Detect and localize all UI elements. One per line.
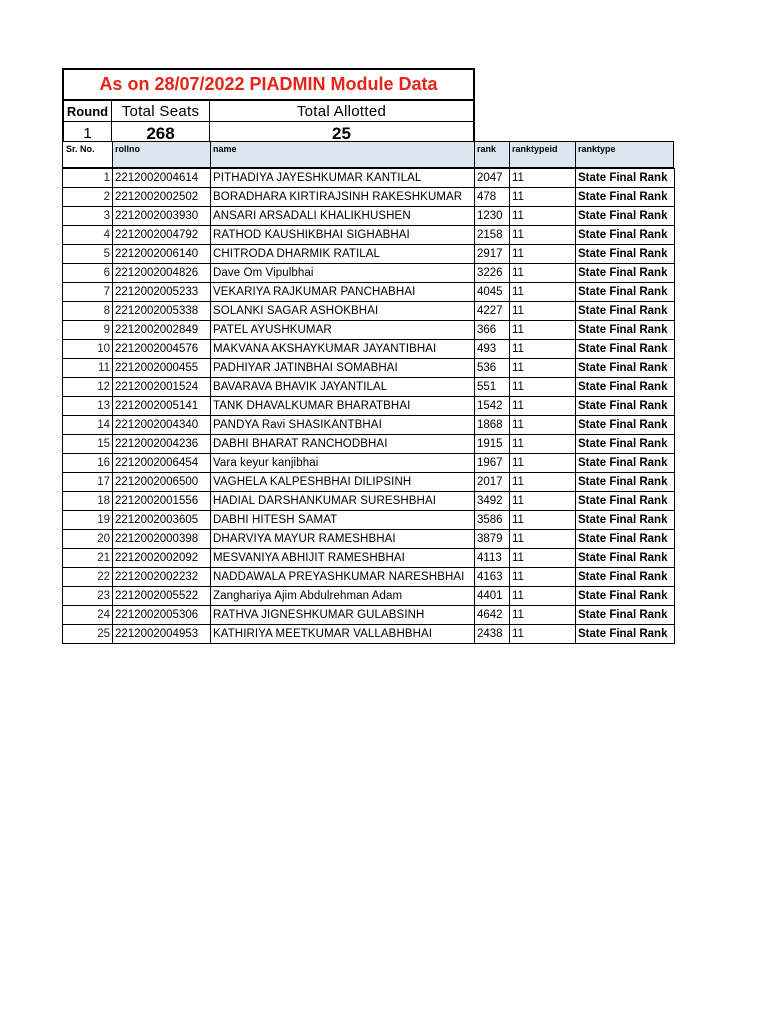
cell-name: Zanghariya Ajim Abdulrehman Adam [211, 587, 475, 606]
cell-name: CHITRODA DHARMIK RATILAL [211, 245, 475, 264]
total-allotted-value: 25 [332, 123, 351, 143]
cell-name: PATEL AYUSHKUMAR [211, 321, 475, 340]
cell-sr-no: 20 [63, 530, 113, 549]
cell-name: RATHVA JIGNESHKUMAR GULABSINH [211, 606, 475, 625]
cell-rollno: 2212002006140 [113, 245, 211, 264]
cell-name: Dave Om Vipulbhai [211, 264, 475, 283]
cell-sr-no: 18 [63, 492, 113, 511]
cell-ranktype: State Final Rank [576, 378, 675, 397]
cell-rank: 2047 [475, 169, 510, 188]
cell-name: DABHI BHARAT RANCHODBHAI [211, 435, 475, 454]
cell-rank: 1967 [475, 454, 510, 473]
cell-ranktypeid: 11 [510, 359, 576, 378]
table-row [63, 416, 675, 435]
cell-name: VAGHELA KALPESHBHAI DILIPSINH [211, 473, 475, 492]
table-row [63, 169, 675, 188]
cell-rank: 3226 [475, 264, 510, 283]
cell-rank: 4227 [475, 302, 510, 321]
cell-ranktypeid: 11 [510, 340, 576, 359]
cell-rank: 2438 [475, 625, 510, 644]
cell-ranktype: State Final Rank [576, 340, 675, 359]
cell-ranktype: State Final Rank [576, 264, 675, 283]
cell-ranktypeid: 11 [510, 283, 576, 302]
cell-ranktype: State Final Rank [576, 473, 675, 492]
cell-ranktype: State Final Rank [576, 321, 675, 340]
cell-rollno: 2212002006500 [113, 473, 211, 492]
cell-rank: 551 [475, 378, 510, 397]
column-header-row [62, 141, 674, 168]
cell-ranktypeid: 11 [510, 511, 576, 530]
cell-name: RATHOD KAUSHIKBHAI SIGHABHAI [211, 226, 475, 245]
cell-rollno: 2212002004826 [113, 264, 211, 283]
cell-sr-no: 6 [63, 264, 113, 283]
cell-sr-no: 4 [63, 226, 113, 245]
cell-rollno: 2212002005306 [113, 606, 211, 625]
cell-rollno: 2212002004614 [113, 169, 211, 188]
table-row [63, 549, 675, 568]
cell-rollno: 2212002003605 [113, 511, 211, 530]
cell-rank: 2017 [475, 473, 510, 492]
table-row [63, 568, 675, 587]
cell-rank: 493 [475, 340, 510, 359]
cell-ranktypeid: 11 [510, 321, 576, 340]
cell-sr-no: 25 [63, 625, 113, 644]
cell-sr-no: 13 [63, 397, 113, 416]
cell-ranktypeid: 11 [510, 378, 576, 397]
cell-sr-no: 19 [63, 511, 113, 530]
cell-ranktype: State Final Rank [576, 568, 675, 587]
cell-ranktype: State Final Rank [576, 435, 675, 454]
cell-rank: 1542 [475, 397, 510, 416]
cell-ranktype: State Final Rank [576, 245, 675, 264]
column-header-ranktype: ranktype [575, 142, 674, 167]
table-row [63, 606, 675, 625]
table-row [63, 302, 675, 321]
cell-name: BAVARAVA BHAVIK JAYANTILAL [211, 378, 475, 397]
cell-rank: 4045 [475, 283, 510, 302]
cell-name: DHARVIYA MAYUR RAMESHBHAI [211, 530, 475, 549]
cell-rollno: 2212002005522 [113, 587, 211, 606]
cell-rollno: 2212002002232 [113, 568, 211, 587]
cell-rank: 3586 [475, 511, 510, 530]
cell-name: VEKARIYA RAJKUMAR PANCHABHAI [211, 283, 475, 302]
cell-sr-no: 10 [63, 340, 113, 359]
cell-ranktype: State Final Rank [576, 511, 675, 530]
cell-sr-no: 11 [63, 359, 113, 378]
table-row [63, 511, 675, 530]
table-row [63, 530, 675, 549]
table-row [63, 321, 675, 340]
cell-name: PITHADIYA JAYESHKUMAR KANTILAL [211, 169, 475, 188]
cell-sr-no: 5 [63, 245, 113, 264]
table-row [63, 454, 675, 473]
cell-rank: 1868 [475, 416, 510, 435]
cell-rollno: 2212002004236 [113, 435, 211, 454]
cell-ranktypeid: 11 [510, 530, 576, 549]
cell-ranktype: State Final Rank [576, 283, 675, 302]
total-seats-value: 268 [112, 122, 210, 145]
cell-ranktypeid: 11 [510, 473, 576, 492]
cell-ranktype: State Final Rank [576, 549, 675, 568]
cell-rank: 3492 [475, 492, 510, 511]
cell-sr-no: 15 [63, 435, 113, 454]
cell-ranktypeid: 11 [510, 245, 576, 264]
cell-rank: 366 [475, 321, 510, 340]
cell-sr-no: 22 [63, 568, 113, 587]
cell-name: DABHI HITESH SAMAT [211, 511, 475, 530]
cell-rollno: 2212002002849 [113, 321, 211, 340]
cell-rank: 478 [475, 188, 510, 207]
cell-name: MESVANIYA ABHIJIT RAMESHBHAI [211, 549, 475, 568]
round-label: Round [64, 101, 112, 121]
cell-ranktypeid: 11 [510, 492, 576, 511]
cell-rollno: 2212002005233 [113, 283, 211, 302]
cell-rollno: 2212002006454 [113, 454, 211, 473]
round-value: 1 [64, 122, 112, 145]
cell-ranktypeid: 11 [510, 435, 576, 454]
cell-name: Vara keyur kanjibhai [211, 454, 475, 473]
cell-sr-no: 16 [63, 454, 113, 473]
table-row [63, 492, 675, 511]
cell-rank: 4642 [475, 606, 510, 625]
cell-rollno: 2212002000398 [113, 530, 211, 549]
cell-ranktypeid: 11 [510, 416, 576, 435]
allotment-table [62, 168, 675, 644]
cell-sr-no: 12 [63, 378, 113, 397]
cell-ranktype: State Final Rank [576, 188, 675, 207]
cell-sr-no: 8 [63, 302, 113, 321]
cell-ranktypeid: 11 [510, 264, 576, 283]
cell-rollno: 2212002005141 [113, 397, 211, 416]
table-row [63, 207, 675, 226]
cell-rank: 4401 [475, 587, 510, 606]
cell-rollno: 2212002004792 [113, 226, 211, 245]
column-header-rank: rank [474, 142, 509, 167]
cell-ranktypeid: 11 [510, 625, 576, 644]
table-row [63, 378, 675, 397]
total-seats-label: Total Seats [112, 101, 210, 121]
cell-ranktype: State Final Rank [576, 359, 675, 378]
cell-rank: 2158 [475, 226, 510, 245]
cell-name: PADHIYAR JATINBHAI SOMABHAI [211, 359, 475, 378]
cell-rollno: 2212002004576 [113, 340, 211, 359]
cell-rollno: 2212002002502 [113, 188, 211, 207]
column-header-sr-no: Sr. No. [62, 142, 112, 167]
cell-ranktypeid: 11 [510, 587, 576, 606]
column-header-ranktypeid: ranktypeid [509, 142, 575, 167]
cell-name: HADIAL DARSHANKUMAR SURESHBHAI [211, 492, 475, 511]
cell-name: ANSARI ARSADALI KHALIKHUSHEN [211, 207, 475, 226]
cell-ranktype: State Final Rank [576, 207, 675, 226]
cell-ranktype: State Final Rank [576, 454, 675, 473]
cell-ranktype: State Final Rank [576, 226, 675, 245]
cell-ranktype: State Final Rank [576, 169, 675, 188]
table-row [63, 226, 675, 245]
cell-name: SOLANKI SAGAR ASHOKBHAI [211, 302, 475, 321]
cell-sr-no: 2 [63, 188, 113, 207]
cell-ranktypeid: 11 [510, 549, 576, 568]
table-row [63, 340, 675, 359]
table-row [63, 283, 675, 302]
cell-sr-no: 9 [63, 321, 113, 340]
cell-rank: 4163 [475, 568, 510, 587]
cell-name: NADDAWALA PREYASHKUMAR NARESHBHAI [211, 568, 475, 587]
cell-rank: 536 [475, 359, 510, 378]
cell-rollno: 2212002005338 [113, 302, 211, 321]
cell-rank: 1230 [475, 207, 510, 226]
cell-ranktypeid: 11 [510, 169, 576, 188]
table-row [63, 264, 675, 283]
table-row [63, 435, 675, 454]
table-row [63, 473, 675, 492]
cell-rank: 4113 [475, 549, 510, 568]
cell-rollno: 2212002001524 [113, 378, 211, 397]
cell-ranktypeid: 11 [510, 207, 576, 226]
cell-sr-no: 1 [63, 169, 113, 188]
cell-name: BORADHARA KIRTIRAJSINH RAKESHKUMAR [211, 188, 475, 207]
cell-ranktype: State Final Rank [576, 587, 675, 606]
cell-ranktypeid: 11 [510, 397, 576, 416]
cell-ranktypeid: 11 [510, 568, 576, 587]
cell-name: TANK DHAVALKUMAR BHARATBHAI [211, 397, 475, 416]
allotment-table-body [63, 169, 675, 644]
total-allotted-label: Total Allotted [296, 102, 387, 120]
cell-sr-no: 23 [63, 587, 113, 606]
table-row [63, 188, 675, 207]
cell-sr-no: 14 [63, 416, 113, 435]
cell-ranktypeid: 11 [510, 606, 576, 625]
cell-ranktypeid: 11 [510, 188, 576, 207]
cell-name: KATHIRIYA MEETKUMAR VALLABHBHAI [211, 625, 475, 644]
cell-sr-no: 21 [63, 549, 113, 568]
cell-rank: 3879 [475, 530, 510, 549]
column-header-name: name [210, 142, 474, 167]
summary-title: As on 28/07/2022 PIADMIN Module Data [64, 70, 473, 101]
column-header-rollno: rollno [112, 142, 210, 167]
cell-name: PANDYA Ravi SHASIKANTBHAI [211, 416, 475, 435]
cell-sr-no: 3 [63, 207, 113, 226]
cell-rank: 1915 [475, 435, 510, 454]
cell-rollno: 2212002002092 [113, 549, 211, 568]
cell-rank: 2917 [475, 245, 510, 264]
cell-sr-no: 24 [63, 606, 113, 625]
summary-box [62, 68, 475, 147]
cell-rollno: 2212002004953 [113, 625, 211, 644]
cell-ranktypeid: 11 [510, 454, 576, 473]
table-row [63, 625, 675, 644]
table-row [63, 397, 675, 416]
cell-rollno: 2212002001556 [113, 492, 211, 511]
cell-ranktype: State Final Rank [576, 492, 675, 511]
cell-ranktype: State Final Rank [576, 606, 675, 625]
cell-ranktype: State Final Rank [576, 530, 675, 549]
table-row [63, 245, 675, 264]
cell-rollno: 2212002000455 [113, 359, 211, 378]
cell-ranktypeid: 11 [510, 226, 576, 245]
cell-rollno: 2212002004340 [113, 416, 211, 435]
table-row [63, 359, 675, 378]
cell-sr-no: 7 [63, 283, 113, 302]
cell-rollno: 2212002003930 [113, 207, 211, 226]
table-row [63, 587, 675, 606]
cell-ranktype: State Final Rank [576, 416, 675, 435]
cell-name: MAKVANA AKSHAYKUMAR JAYANTIBHAI [211, 340, 475, 359]
cell-ranktypeid: 11 [510, 302, 576, 321]
cell-sr-no: 17 [63, 473, 113, 492]
cell-ranktype: State Final Rank [576, 397, 675, 416]
cell-ranktype: State Final Rank [576, 625, 675, 644]
cell-ranktype: State Final Rank [576, 302, 675, 321]
summary-labels-row [64, 101, 473, 122]
